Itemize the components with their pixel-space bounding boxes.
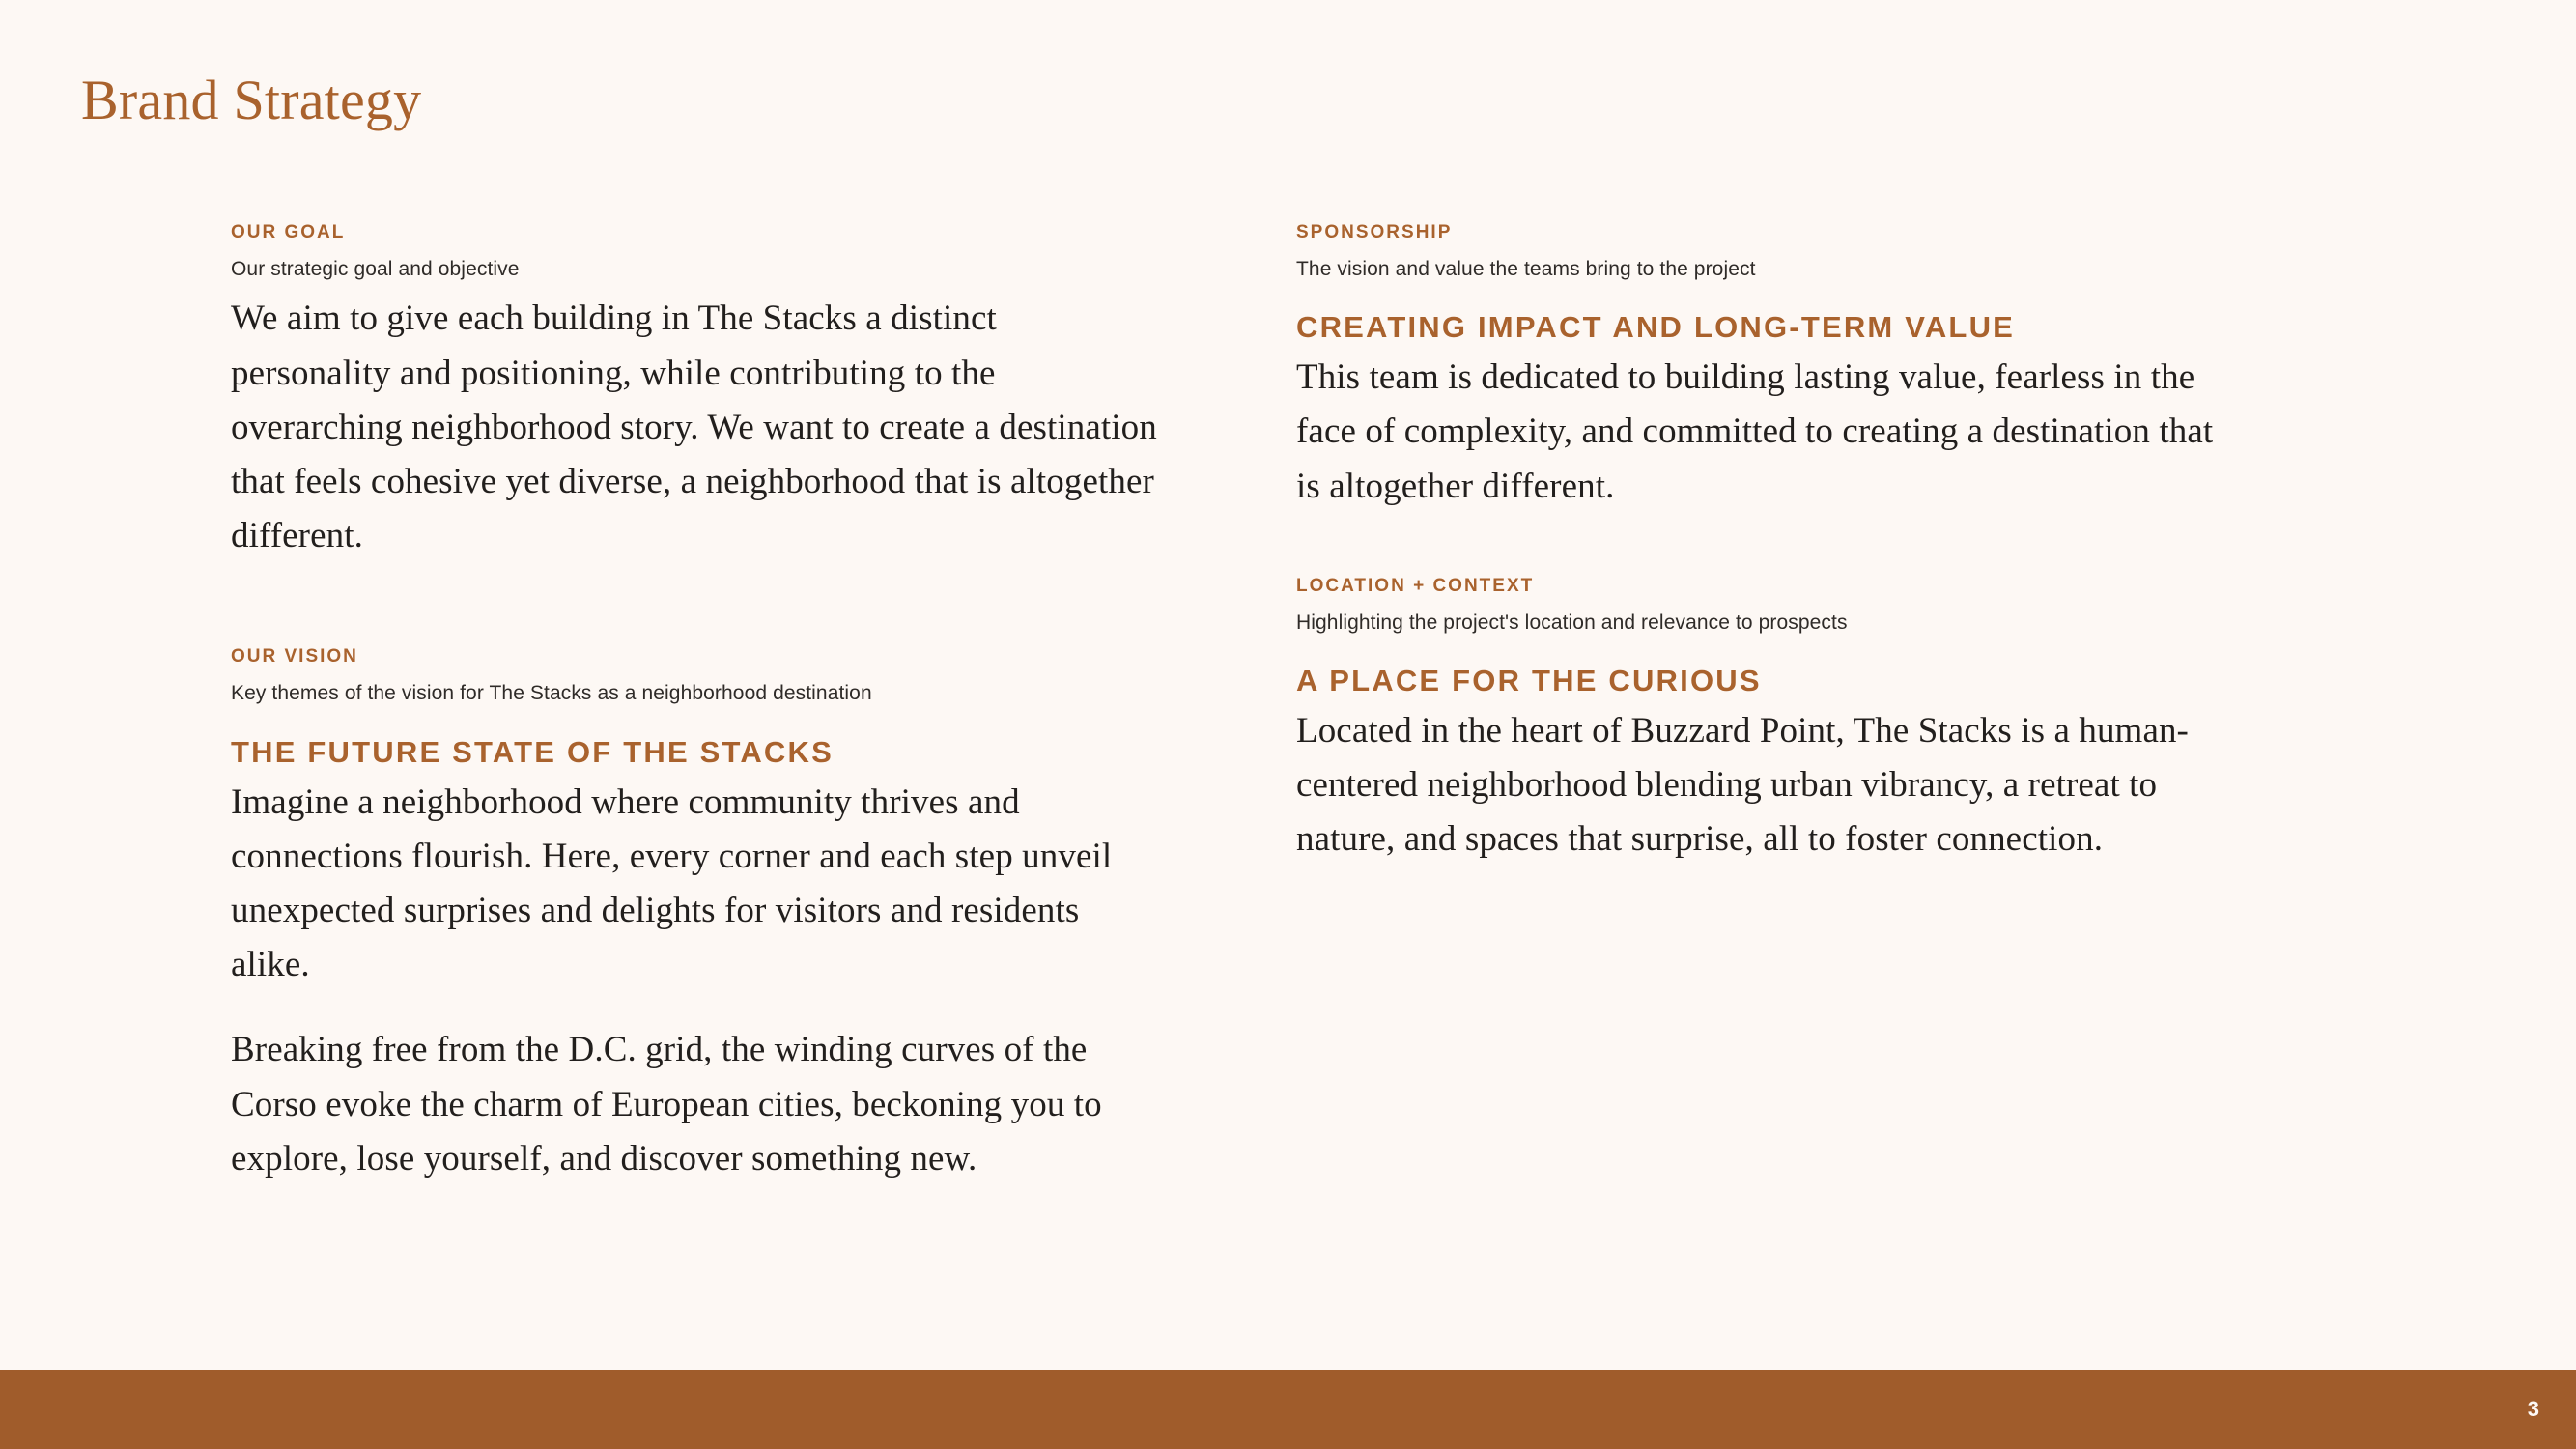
section-eyebrow: SPONSORSHIP <box>1296 222 1453 242</box>
section-headline: THE FUTURE STATE OF THE STACKS <box>231 734 834 769</box>
section-paragraph: Breaking free from the D.C. grid, the winding curves of the Corso evoke the charm of European cities, beckoning you to explore, lose yourself, and discover something new. <box>231 1030 1102 1179</box>
spacer <box>1296 514 2223 576</box>
section-subtitle: Highlighting the project's location and relevance to prospects <box>1296 611 1848 634</box>
section-sponsorship <box>1296 222 2223 514</box>
right-column <box>1296 222 2223 1186</box>
spacer <box>231 563 1158 646</box>
page-number: 3 <box>2527 1397 2539 1421</box>
section-our-vision <box>231 646 1158 1186</box>
section-paragraph: We aim to give each building in The Stacks a distinct personality and positioning, while contributing to the overarching neighborhood story. We want to create a destination that feels cohesive yet diverse, a neighborhood that is altogether different. <box>231 298 1157 556</box>
page-title: Brand Strategy <box>81 69 422 131</box>
section-subtitle: The vision and value the teams bring to the project <box>1296 257 1756 280</box>
section-headline: CREATING IMPACT AND LONG-TERM VALUE <box>1296 310 2016 345</box>
section-location-context <box>1296 576 2223 867</box>
section-subtitle: Our strategic goal and objective <box>231 257 520 280</box>
section-paragraph: This team is dedicated to building lasting value, fearless in the face of complexity, and committed to creating a destination that is altogether different. <box>1296 357 2214 506</box>
section-headline: A PLACE FOR THE CURIOUS <box>1296 664 1762 698</box>
footer-bar <box>0 1370 2576 1449</box>
section-our-goal <box>231 222 1158 563</box>
content-columns <box>0 222 2576 1186</box>
section-paragraph: Imagine a neighborhood where community thrives and connections flourish. Here, every corner and each step unveil unexpected surprises and delights for visitors and residents alike. <box>231 781 1113 985</box>
section-eyebrow: OUR VISION <box>231 646 358 668</box>
section-eyebrow: OUR GOAL <box>231 222 346 242</box>
section-eyebrow: LOCATION + CONTEXT <box>1296 575 1535 596</box>
section-paragraph: Located in the heart of Buzzard Point, The Stacks is a human-centered neighborhood blending urban vibrancy, a retreat to nature, and spaces that surprise, all to foster connection. <box>1296 710 2189 860</box>
spacer <box>231 992 1158 1019</box>
left-column <box>231 222 1158 1186</box>
section-subtitle: Key themes of the vision for The Stacks as a neighborhood destination <box>231 682 872 705</box>
